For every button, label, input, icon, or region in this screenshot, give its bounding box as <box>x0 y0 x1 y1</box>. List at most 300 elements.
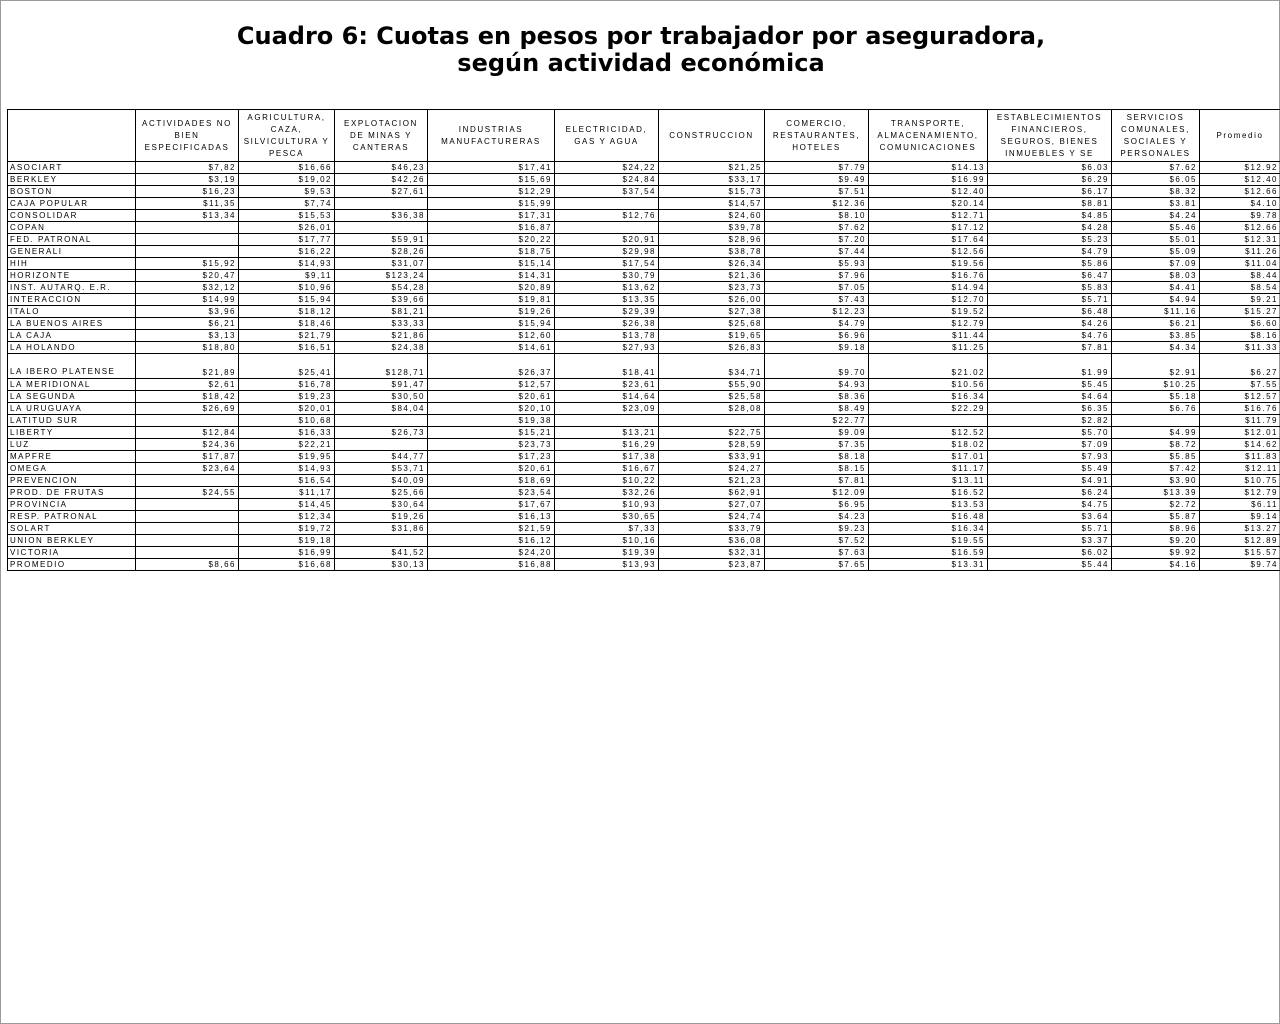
quota-value-cell: $21.02 <box>869 354 988 379</box>
quota-value-cell: $6.03 <box>988 162 1112 174</box>
quota-value-cell: $16,68 <box>239 559 335 571</box>
quota-value-cell: $17,54 <box>555 258 659 270</box>
column-header-transporte-almacenamiento-comunicaciones: TRANSPORTE, ALMACENAMIENTO, COMUNICACIONES <box>869 110 988 162</box>
quota-value-cell: $15,21 <box>428 427 555 439</box>
quota-value-cell: $5.46 <box>1112 222 1200 234</box>
quota-value-cell: $7.63 <box>765 547 869 559</box>
quota-value-cell: $20,01 <box>239 403 335 415</box>
quota-value-cell: $13.39 <box>1112 487 1200 499</box>
quota-value-cell: $5.70 <box>988 427 1112 439</box>
quota-value-cell <box>136 499 239 511</box>
column-header-construccion: CONSTRUCCION <box>659 110 765 162</box>
quota-value-cell: $16,78 <box>239 379 335 391</box>
insurer-name-cell: LA CAJA <box>8 330 136 342</box>
table-row <box>8 499 1280 511</box>
insurer-name-cell: HORIZONTE <box>8 270 136 282</box>
quota-value-cell: $23,09 <box>555 403 659 415</box>
quota-value-cell: $15,94 <box>428 318 555 330</box>
insurer-name-cell: ASOCIART <box>8 162 136 174</box>
document-title <box>1 23 1280 77</box>
insurer-name-cell: PREVENCION <box>8 475 136 487</box>
quota-value-cell: $7.09 <box>1112 258 1200 270</box>
quota-value-cell: $3.64 <box>988 511 1112 523</box>
quota-value-cell: $12.52 <box>869 427 988 439</box>
quota-value-cell: $39,66 <box>335 294 428 306</box>
quota-value-cell: $7,74 <box>239 198 335 210</box>
quota-value-cell: $46,23 <box>335 162 428 174</box>
insurer-name-cell: HIH <box>8 258 136 270</box>
quota-value-cell: $26,34 <box>659 258 765 270</box>
quota-value-cell: $19.52 <box>869 306 988 318</box>
quota-value-cell: $5.71 <box>988 294 1112 306</box>
quota-value-cell: $30,65 <box>555 511 659 523</box>
quota-value-cell: $7.81 <box>988 342 1112 354</box>
table-row <box>8 547 1280 559</box>
quota-value-cell: $11.83 <box>1200 451 1280 463</box>
quota-value-cell: $84,04 <box>335 403 428 415</box>
quota-value-cell: $3,96 <box>136 306 239 318</box>
quota-value-cell: $21,25 <box>659 162 765 174</box>
quota-value-cell: $33,33 <box>335 318 428 330</box>
quota-value-cell <box>335 535 428 547</box>
quota-value-cell <box>335 439 428 451</box>
quota-value-cell: $12,84 <box>136 427 239 439</box>
quota-value-cell <box>136 246 239 258</box>
quota-value-cell <box>136 475 239 487</box>
quota-value-cell: $11.33 <box>1200 342 1280 354</box>
quota-value-cell: $2.72 <box>1112 499 1200 511</box>
quota-value-cell <box>136 415 239 427</box>
quota-value-cell: $13,93 <box>555 559 659 571</box>
insurer-name-cell: UNION BERKLEY <box>8 535 136 547</box>
quota-value-cell: $11.16 <box>1112 306 1200 318</box>
quota-value-cell <box>136 523 239 535</box>
quota-value-cell: $32,26 <box>555 487 659 499</box>
insurer-name-cell: FED. PATRONAL <box>8 234 136 246</box>
quota-value-cell: $36,38 <box>335 210 428 222</box>
quota-value-cell: $10.75 <box>1200 475 1280 487</box>
quota-value-cell: $81,21 <box>335 306 428 318</box>
quota-value-cell: $34,71 <box>659 354 765 379</box>
quota-value-cell: $33,17 <box>659 174 765 186</box>
quota-value-cell: $14,64 <box>555 391 659 403</box>
quota-value-cell: $27,38 <box>659 306 765 318</box>
quota-value-cell: $28,08 <box>659 403 765 415</box>
quota-value-cell: $12.31 <box>1200 234 1280 246</box>
quota-value-cell: $16.52 <box>869 487 988 499</box>
quota-value-cell: $15,73 <box>659 186 765 198</box>
quota-value-cell: $6.76 <box>1112 403 1200 415</box>
quota-value-cell: $9.74 <box>1200 559 1280 571</box>
quota-value-cell: $17,31 <box>428 210 555 222</box>
quota-value-cell: $54,28 <box>335 282 428 294</box>
quota-value-cell: $8.16 <box>1200 330 1280 342</box>
quota-value-cell: $11,17 <box>239 487 335 499</box>
quota-value-cell: $9.70 <box>765 354 869 379</box>
insurer-name-cell: COPAN <box>8 222 136 234</box>
quota-value-cell: $4.99 <box>1112 427 1200 439</box>
quota-value-cell: $27,07 <box>659 499 765 511</box>
quota-value-cell: $16,29 <box>555 439 659 451</box>
quota-value-cell: $9.78 <box>1200 210 1280 222</box>
quota-value-cell: $31,86 <box>335 523 428 535</box>
quota-value-cell: $12.23 <box>765 306 869 318</box>
quota-value-cell: $33,79 <box>659 523 765 535</box>
quota-value-cell: $14.62 <box>1200 439 1280 451</box>
quota-value-cell: $1.99 <box>988 354 1112 379</box>
quota-value-cell: $4.76 <box>988 330 1112 342</box>
quota-value-cell: $28,26 <box>335 246 428 258</box>
quota-value-cell: $16,22 <box>239 246 335 258</box>
quota-value-cell <box>659 415 765 427</box>
quota-value-cell: $15.27 <box>1200 306 1280 318</box>
quota-value-cell: $4.26 <box>988 318 1112 330</box>
quota-value-cell: $17,23 <box>428 451 555 463</box>
table-row <box>8 403 1280 415</box>
quota-value-cell: $17,41 <box>428 162 555 174</box>
quota-value-cell: $8.36 <box>765 391 869 403</box>
quota-value-cell: $14,99 <box>136 294 239 306</box>
column-header-electricidad-gas-y-agua: ELECTRICIDAD, GAS Y AGUA <box>555 110 659 162</box>
quota-value-cell: $25,58 <box>659 391 765 403</box>
quota-value-cell: $41,52 <box>335 547 428 559</box>
quota-value-cell: $25,66 <box>335 487 428 499</box>
quota-value-cell: $39,78 <box>659 222 765 234</box>
quota-value-cell: $5.71 <box>988 523 1112 535</box>
table-row <box>8 487 1280 499</box>
table-row <box>8 174 1280 186</box>
quota-value-cell: $13,62 <box>555 282 659 294</box>
table-row <box>8 511 1280 523</box>
quota-value-cell: $9.21 <box>1200 294 1280 306</box>
quota-value-cell: $5.86 <box>988 258 1112 270</box>
insurer-name-cell: SOLART <box>8 523 136 535</box>
table-row-total <box>8 559 1280 571</box>
quota-value-cell: $25,68 <box>659 318 765 330</box>
quota-value-cell: $15,69 <box>428 174 555 186</box>
table-row <box>8 439 1280 451</box>
quota-value-cell: $6.96 <box>765 330 869 342</box>
quota-value-cell: $16,99 <box>239 547 335 559</box>
table-row <box>8 210 1280 222</box>
quota-value-cell: $20,61 <box>428 463 555 475</box>
quota-value-cell <box>335 415 428 427</box>
table-row <box>8 415 1280 427</box>
quota-value-cell: $13.11 <box>869 475 988 487</box>
quota-value-cell: $4.79 <box>988 246 1112 258</box>
quota-value-cell: $20,10 <box>428 403 555 415</box>
quota-value-cell <box>555 415 659 427</box>
quota-value-cell: $12,29 <box>428 186 555 198</box>
quota-value-cell: $4.79 <box>765 318 869 330</box>
header-row <box>8 110 1280 162</box>
quota-value-cell: $31,07 <box>335 258 428 270</box>
quota-value-cell: $19,81 <box>428 294 555 306</box>
quota-value-cell: $24,38 <box>335 342 428 354</box>
quota-value-cell: $14,93 <box>239 463 335 475</box>
quota-value-cell: $7.62 <box>765 222 869 234</box>
quota-value-cell: $4.91 <box>988 475 1112 487</box>
quota-value-cell: $11,35 <box>136 198 239 210</box>
quota-value-cell: $30,79 <box>555 270 659 282</box>
quota-value-cell: $8.03 <box>1112 270 1200 282</box>
quota-value-cell: $16,23 <box>136 186 239 198</box>
quota-value-cell: $17,38 <box>555 451 659 463</box>
quota-value-cell: $29,98 <box>555 246 659 258</box>
quota-value-cell: $4.93 <box>765 379 869 391</box>
quota-value-cell: $4.94 <box>1112 294 1200 306</box>
table-row <box>8 234 1280 246</box>
quota-value-cell: $5.49 <box>988 463 1112 475</box>
quota-value-cell: $23,73 <box>428 439 555 451</box>
quota-value-cell: $26,83 <box>659 342 765 354</box>
quota-value-cell: $5.83 <box>988 282 1112 294</box>
quota-value-cell <box>136 222 239 234</box>
quota-value-cell: $12.92 <box>1200 162 1280 174</box>
quota-value-cell: $4.28 <box>988 222 1112 234</box>
quota-value-cell: $24,74 <box>659 511 765 523</box>
quota-value-cell: $9,53 <box>239 186 335 198</box>
quota-value-cell: $18,46 <box>239 318 335 330</box>
insurer-name-cell: RESP. PATRONAL <box>8 511 136 523</box>
quota-value-cell: $30,64 <box>335 499 428 511</box>
quota-value-cell: $9,11 <box>239 270 335 282</box>
quota-value-cell: $10,22 <box>555 475 659 487</box>
quota-value-cell: $13,35 <box>555 294 659 306</box>
quota-value-cell: $18,41 <box>555 354 659 379</box>
quota-value-cell: $16,54 <box>239 475 335 487</box>
quota-value-cell <box>555 222 659 234</box>
quota-value-cell: $22.29 <box>869 403 988 415</box>
quota-value-cell: $14.94 <box>869 282 988 294</box>
quota-value-cell: $32,12 <box>136 282 239 294</box>
quota-value-cell: $3.90 <box>1112 475 1200 487</box>
quota-value-cell: $16,67 <box>555 463 659 475</box>
quota-value-cell: $8.49 <box>765 403 869 415</box>
quota-value-cell: $16.76 <box>1200 403 1280 415</box>
quota-value-cell: $11.79 <box>1200 415 1280 427</box>
quota-value-cell: $21,23 <box>659 475 765 487</box>
quota-value-cell: $7,33 <box>555 523 659 535</box>
quota-value-cell: $13,34 <box>136 210 239 222</box>
quota-value-cell: $5.23 <box>988 234 1112 246</box>
quota-value-cell: $19,18 <box>239 535 335 547</box>
quota-value-cell: $25,41 <box>239 354 335 379</box>
quota-value-cell: $15,99 <box>428 198 555 210</box>
quota-value-cell: $14,61 <box>428 342 555 354</box>
quota-value-cell: $23,54 <box>428 487 555 499</box>
quota-value-cell: $22.77 <box>765 415 869 427</box>
quota-value-cell: $123,24 <box>335 270 428 282</box>
quota-table <box>7 109 1280 571</box>
table-row <box>8 318 1280 330</box>
quota-value-cell: $8,66 <box>136 559 239 571</box>
quota-value-cell: $12.89 <box>1200 535 1280 547</box>
quota-value-cell: $11.04 <box>1200 258 1280 270</box>
title-line-1: Cuadro 6: Cuotas en pesos por trabajador por aseguradora, <box>236 22 1046 50</box>
table-row <box>8 391 1280 403</box>
quota-value-cell: $7.42 <box>1112 463 1200 475</box>
quota-value-cell: $19,38 <box>428 415 555 427</box>
quota-value-cell: $7.52 <box>765 535 869 547</box>
quota-value-cell: $38,78 <box>659 246 765 258</box>
table-row <box>8 523 1280 535</box>
quota-value-cell: $19.56 <box>869 258 988 270</box>
quota-value-cell: $4.64 <box>988 391 1112 403</box>
quota-value-cell: $15.57 <box>1200 547 1280 559</box>
insurer-name-cell: LIBERTY <box>8 427 136 439</box>
quota-value-cell: $26,01 <box>239 222 335 234</box>
quota-value-cell: $16.34 <box>869 391 988 403</box>
table-row <box>8 294 1280 306</box>
quota-value-cell <box>869 415 988 427</box>
quota-value-cell <box>136 234 239 246</box>
quota-value-cell: $7.65 <box>765 559 869 571</box>
quota-value-cell: $10.25 <box>1112 379 1200 391</box>
quota-value-cell: $7.62 <box>1112 162 1200 174</box>
column-header-servicios-comunales-sociales-y-personale: SERVICIOS COMUNALES, SOCIALES Y PERSONALES <box>1112 110 1200 162</box>
quota-value-cell: $14,45 <box>239 499 335 511</box>
quota-value-cell: $11.17 <box>869 463 988 475</box>
insurer-name-cell: PROVINCIA <box>8 499 136 511</box>
quota-value-cell: $11.26 <box>1200 246 1280 258</box>
quota-value-cell: $12,60 <box>428 330 555 342</box>
quota-value-cell: $8.44 <box>1200 270 1280 282</box>
quota-value-cell: $4.34 <box>1112 342 1200 354</box>
quota-value-cell: $8.81 <box>988 198 1112 210</box>
quota-value-cell: $12.71 <box>869 210 988 222</box>
quota-value-cell: $23,73 <box>659 282 765 294</box>
quota-value-cell: $13.31 <box>869 559 988 571</box>
quota-value-cell: $36,08 <box>659 535 765 547</box>
quota-value-cell: $8.10 <box>765 210 869 222</box>
quota-value-cell: $10,68 <box>239 415 335 427</box>
quota-value-cell: $18,12 <box>239 306 335 318</box>
quota-value-cell: $12.70 <box>869 294 988 306</box>
quota-value-cell: $91,47 <box>335 379 428 391</box>
quota-value-cell: $7.09 <box>988 439 1112 451</box>
column-header-agricultura-caza-silvicultura-y-pesca: AGRICULTURA, CAZA, SILVICULTURA Y PESCA <box>239 110 335 162</box>
quota-value-cell: $59,91 <box>335 234 428 246</box>
quota-value-cell: $15,14 <box>428 258 555 270</box>
quota-value-cell: $7.05 <box>765 282 869 294</box>
quota-value-cell: $3,13 <box>136 330 239 342</box>
quota-value-cell: $9.14 <box>1200 511 1280 523</box>
quota-value-cell: $20,47 <box>136 270 239 282</box>
quota-value-cell: $17,67 <box>428 499 555 511</box>
quota-value-cell: $21,59 <box>428 523 555 535</box>
quota-value-cell: $9.49 <box>765 174 869 186</box>
quota-value-cell: $3.85 <box>1112 330 1200 342</box>
header-corner <box>8 110 136 162</box>
quota-value-cell: $24,60 <box>659 210 765 222</box>
quota-value-cell: $18,69 <box>428 475 555 487</box>
quota-value-cell: $18.02 <box>869 439 988 451</box>
quota-value-cell: $6.02 <box>988 547 1112 559</box>
quota-value-cell: $27,93 <box>555 342 659 354</box>
quota-value-cell: $18,75 <box>428 246 555 258</box>
quota-value-cell: $20,91 <box>555 234 659 246</box>
quota-value-cell: $8.18 <box>765 451 869 463</box>
quota-value-cell: $20,89 <box>428 282 555 294</box>
quota-value-cell: $14,31 <box>428 270 555 282</box>
quota-value-cell: $26,73 <box>335 427 428 439</box>
quota-value-cell: $7.79 <box>765 162 869 174</box>
quota-value-cell: $11.44 <box>869 330 988 342</box>
quota-value-cell: $16.76 <box>869 270 988 282</box>
quota-value-cell: $12.56 <box>869 246 988 258</box>
quota-value-cell: $19,95 <box>239 451 335 463</box>
table-row <box>8 427 1280 439</box>
quota-value-cell: $20.14 <box>869 198 988 210</box>
column-header-establecimientos-financieros-seguros-bie: ESTABLECIMIENTOS FINANCIEROS, SEGUROS, BIENES INMUEBLES Y SE <box>988 110 1112 162</box>
insurer-name-cell: CONSOLIDAR <box>8 210 136 222</box>
quota-value-cell: $7.43 <box>765 294 869 306</box>
insurer-name-cell: LA SEGUNDA <box>8 391 136 403</box>
quota-value-cell: $12.79 <box>869 318 988 330</box>
quota-value-cell <box>136 511 239 523</box>
quota-value-cell: $6.21 <box>1112 318 1200 330</box>
table-row <box>8 330 1280 342</box>
quota-value-cell: $16,51 <box>239 342 335 354</box>
insurer-name-cell: LA IBERO PLATENSE <box>8 354 136 379</box>
quota-value-cell: $26,38 <box>555 318 659 330</box>
quota-value-cell: $24,20 <box>428 547 555 559</box>
quota-value-cell: $24,22 <box>555 162 659 174</box>
quota-value-cell: $16.48 <box>869 511 988 523</box>
quota-value-cell: $7.51 <box>765 186 869 198</box>
quota-value-cell: $8.32 <box>1112 186 1200 198</box>
quota-value-cell: $55,90 <box>659 379 765 391</box>
quota-value-cell: $5.44 <box>988 559 1112 571</box>
quota-value-cell: $27,61 <box>335 186 428 198</box>
insurer-name-cell: PROMEDIO <box>8 559 136 571</box>
quota-value-cell: $6.05 <box>1112 174 1200 186</box>
quota-value-cell: $9.92 <box>1112 547 1200 559</box>
quota-value-cell: $40,09 <box>335 475 428 487</box>
quota-value-cell: $23,64 <box>136 463 239 475</box>
quota-value-cell <box>136 547 239 559</box>
quota-value-cell: $37,54 <box>555 186 659 198</box>
quota-value-cell: $12.36 <box>765 198 869 210</box>
quota-value-cell: $16.34 <box>869 523 988 535</box>
quota-value-cell: $16,66 <box>239 162 335 174</box>
table-row <box>8 475 1280 487</box>
quota-value-cell: $4.23 <box>765 511 869 523</box>
quota-value-cell: $19,26 <box>428 306 555 318</box>
quota-value-cell: $6.29 <box>988 174 1112 186</box>
quota-value-cell: $7.81 <box>765 475 869 487</box>
quota-value-cell: $19,39 <box>555 547 659 559</box>
quota-value-cell: $19,65 <box>659 330 765 342</box>
quota-value-cell: $6.95 <box>765 499 869 511</box>
quota-value-cell: $2.82 <box>988 415 1112 427</box>
column-header-actividades-no-bien-especificadas: ACTIVIDADES NO BIEN ESPECIFICADAS <box>136 110 239 162</box>
insurer-name-cell: LUZ <box>8 439 136 451</box>
insurer-name-cell: BERKLEY <box>8 174 136 186</box>
quota-value-cell: $8.54 <box>1200 282 1280 294</box>
table-row <box>8 342 1280 354</box>
title-line-2: según actividad económica <box>457 49 825 77</box>
quota-value-cell: $12.11 <box>1200 463 1280 475</box>
quota-value-cell: $13.27 <box>1200 523 1280 535</box>
quota-value-cell: $12,57 <box>428 379 555 391</box>
quota-value-cell: $17.64 <box>869 234 988 246</box>
quota-value-cell: $12.01 <box>1200 427 1280 439</box>
quota-value-cell <box>555 198 659 210</box>
quota-value-cell: $17.12 <box>869 222 988 234</box>
insurer-name-cell: LA HOLANDO <box>8 342 136 354</box>
